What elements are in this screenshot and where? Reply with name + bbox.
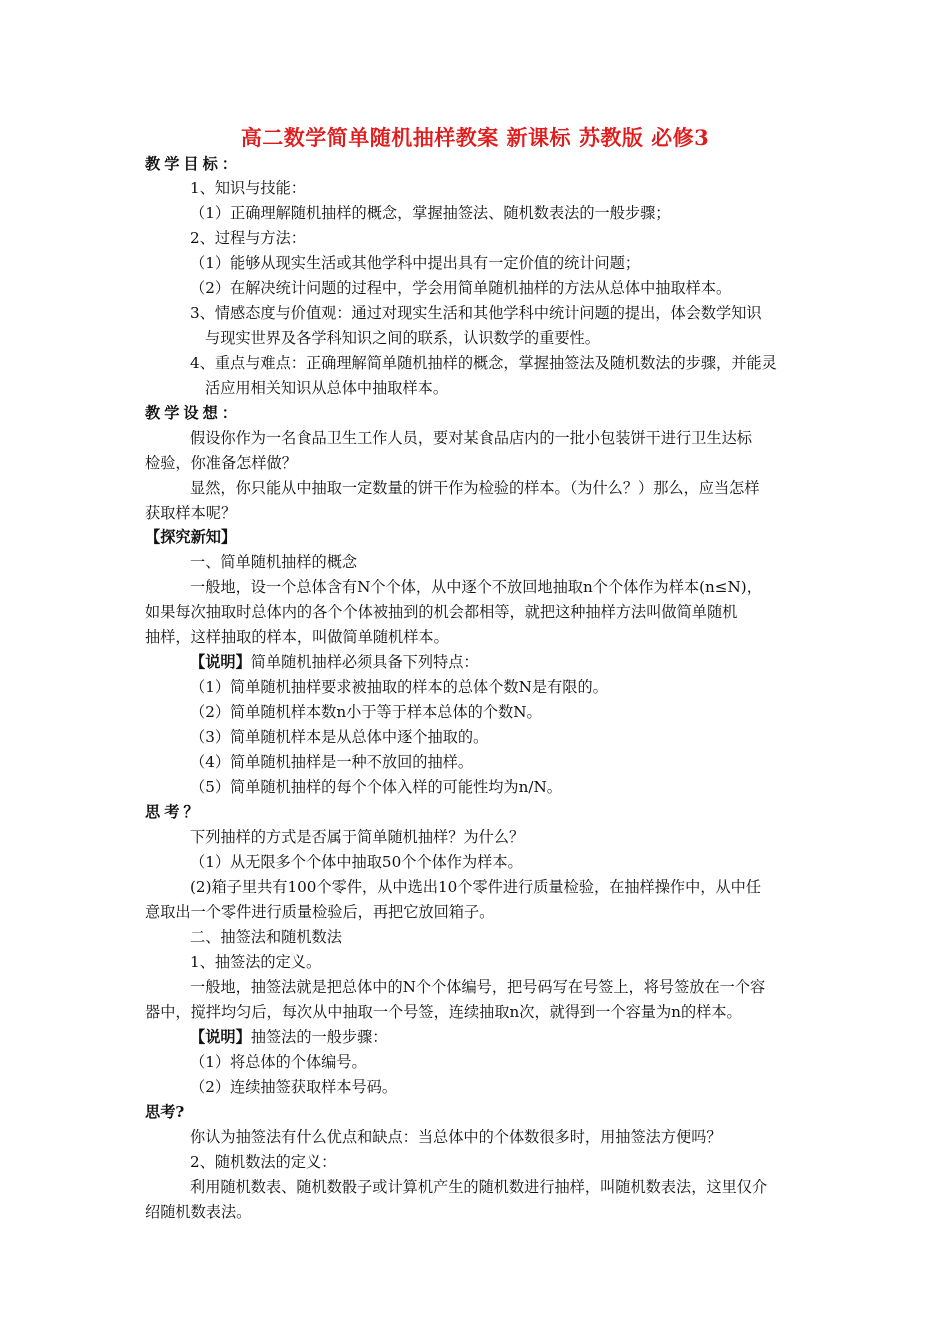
section-heading-explore: 【探究新知】 xyxy=(145,528,237,546)
paragraph-line: 1、抽签法的定义。 xyxy=(190,953,322,971)
paragraph-line: 一、简单随机抽样的概念 xyxy=(190,553,358,571)
paragraph-line: （1）能够从现实生活或其他学科中提出具有一定价值的统计问题； xyxy=(190,254,641,272)
list-item: （1）简单随机抽样要求被抽取的样本的总体个数N是有限的。 xyxy=(190,678,608,696)
paragraph-line: 抽样，这样抽取的样本，叫做简单随机样本。 xyxy=(145,628,449,646)
paragraph-line: 2、过程与方法： xyxy=(190,229,306,247)
paragraph-line: 2、随机数法的定义： xyxy=(190,1153,337,1171)
paragraph-line: （2）在解决统计问题的过程中，学会用简单随机抽样的方法从总体中抽取样本。 xyxy=(190,279,732,297)
paragraph-line: 利用随机数表、随机数骰子或计算机产生的随机数进行抽样，叫随机数表法，这里仅介 xyxy=(190,1178,768,1196)
list-item: （3）简单随机样本是从总体中逐个抽取的。 xyxy=(190,728,489,746)
section-heading-design: 教学设想： xyxy=(145,404,241,422)
list-item: （2）连续抽签获取样本号码。 xyxy=(190,1078,398,1096)
paragraph-line: 检验，你准备怎样做？ xyxy=(145,454,297,472)
list-item: （1）从无限多个个体中抽取50个个体作为样本。 xyxy=(190,853,523,871)
document-title: 高二数学简单随机抽样教案 新课标 苏教版 必修3 xyxy=(240,125,710,150)
note-tag: 【说明】 xyxy=(190,653,251,671)
paragraph-line: 一般地，抽签法就是把总体中的N个个体编号，把号码写在号签上，将号签放在一个容 xyxy=(190,978,766,996)
paragraph-line: 你认为抽签法有什么优点和缺点：当总体中的个体数很多时，用抽签法方便吗？ xyxy=(190,1128,722,1146)
paragraph-line: （1）正确理解随机抽样的概念，掌握抽签法、随机数表法的一般步骤； xyxy=(190,204,671,222)
section-heading-goals: 教学目标： xyxy=(145,155,241,173)
paragraph-line: 意取出一个零件进行质量检验后，再把它放回箱子。 xyxy=(145,903,495,921)
paragraph-line: 假设你作为一名食品卫生工作人员，要对某食品店内的一批小包装饼干进行卫生达标 xyxy=(190,429,752,447)
note-line xyxy=(190,1027,387,1047)
paragraph-line: 获取样本呢？ xyxy=(145,504,237,522)
list-item: （1）将总体的个体编号。 xyxy=(190,1053,367,1071)
paragraph-line: 显然，你只能从中抽取一定数量的饼干作为检验的样本。（为什么？）那么，应当怎样 xyxy=(190,479,760,497)
paragraph-line: 二、抽签法和随机数法 xyxy=(190,928,342,946)
paragraph-line: 一般地，设一个总体含有N个个体，从中逐个不放回地抽取n个个体作为样本(n≤N)， xyxy=(190,578,762,596)
paragraph-line: 与现实世界及各学科知识之间的联系，认识数学的重要性。 xyxy=(205,329,600,347)
paragraph-line: 活应用相关知识从总体中抽取样本。 xyxy=(205,379,448,397)
paragraph-line: 1、知识与技能： xyxy=(190,179,306,197)
section-heading-think-2: 思考? xyxy=(145,1103,185,1121)
paragraph-line: 下列抽样的方式是否属于简单随机抽样？为什么？ xyxy=(190,828,525,846)
list-item: （5）简单随机抽样的每个个体入样的可能性均为n/N。 xyxy=(190,778,562,796)
paragraph-line: 绍随机数表法。 xyxy=(145,1203,252,1221)
paragraph-line: 4、重点与难点：正确理解简单随机抽样的概念，掌握抽签法及随机数法的步骤，并能灵 xyxy=(190,354,777,372)
paragraph-line: 3、情感态度与价值观：通过对现实生活和其他学科中统计问题的提出，体会数学知识 xyxy=(190,304,762,322)
list-item: (2)箱子里共有100个零件，从中选出10个零件进行质量检验，在抽样操作中，从中任 xyxy=(190,878,762,896)
paragraph-line: 如果每次抽取时总体内的各个个体被抽到的机会都相等，就把这种抽样方法叫做简单随机 xyxy=(145,603,738,621)
list-item: （4）简单随机抽样是一种不放回的抽样。 xyxy=(190,753,474,771)
note-text: 抽签法的一般步骤： xyxy=(250,1028,388,1046)
section-heading-think: 思考？ xyxy=(145,803,203,821)
list-item: （2）简单随机样本数n小于等于样本总体的个数N。 xyxy=(190,703,542,721)
note-line xyxy=(190,652,479,672)
note-text: 简单随机抽样必须具备下列特点： xyxy=(250,653,479,671)
paragraph-line: 器中，搅拌均匀后，每次从中抽取一个号签，连续抽取n次，就得到一个容量为n的样本。 xyxy=(145,1003,742,1021)
note-tag: 【说明】 xyxy=(190,1028,251,1046)
